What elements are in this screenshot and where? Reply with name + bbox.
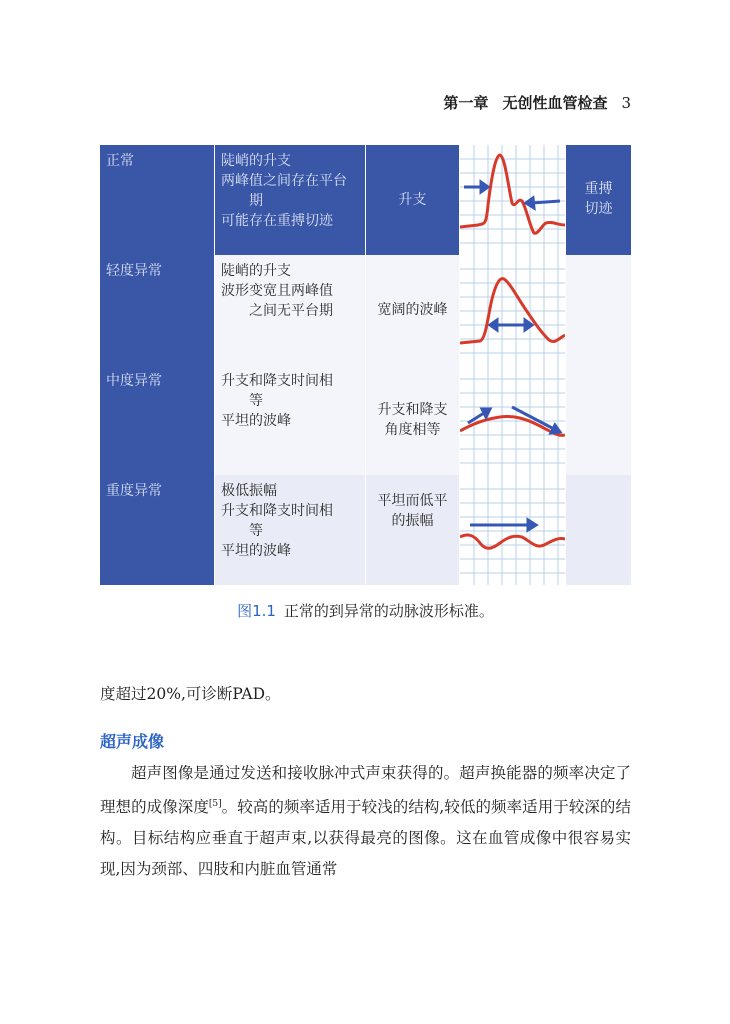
waveform-description	[215, 475, 365, 585]
waveform-panel-mild	[460, 255, 565, 365]
annotation-line: 升支和降支	[377, 402, 448, 418]
waveform-graph	[460, 255, 565, 365]
desc-line: 可能存在重搏切迹	[221, 213, 333, 229]
annotation-line: 平坦而低平	[377, 493, 448, 509]
chapter-number: 第一章	[443, 94, 489, 112]
severity-label: 轻度异常	[100, 255, 214, 365]
waveform-graph	[460, 145, 565, 255]
annotation-line: 角度相等	[384, 422, 441, 438]
waveform-graph	[460, 475, 565, 585]
paragraph-text: 超声图像是通过发送和接收脉冲式声束获得的。超声换能器的频率决定了理想的成像深度	[100, 764, 631, 817]
desc-line: 等	[249, 393, 263, 409]
table-row-severe	[100, 475, 631, 585]
waveform-annotation	[366, 145, 459, 255]
desc-line: 波形变宽且两峰值	[221, 283, 333, 299]
annotation-line: 重搏	[584, 181, 613, 197]
desc-line: 极低振幅	[221, 483, 277, 499]
page-number: 3	[621, 94, 631, 112]
waveform-description	[215, 365, 365, 475]
chapter-title: 无创性血管检查	[502, 94, 608, 112]
figure-caption	[100, 600, 631, 621]
desc-line: 陡峭的升支	[221, 263, 291, 279]
waveform-panel-normal	[460, 145, 565, 255]
waveform-panel-severe	[460, 475, 565, 585]
desc-line: 陡峭的升支	[221, 153, 291, 169]
figure-number: 图1.1	[237, 602, 276, 620]
desc-line: 升支和降支时间相	[221, 503, 333, 519]
annotation-line: 切迹	[584, 201, 613, 217]
waveform-description	[215, 255, 365, 365]
caption-text: 正常的到异常的动脉波形标准。	[283, 602, 494, 620]
desc-line: 期	[249, 193, 263, 209]
section-heading: 超声成像	[100, 732, 165, 751]
row-spacer	[566, 365, 631, 475]
waveform-graph	[460, 365, 565, 475]
annotation-line: 的振幅	[391, 513, 434, 529]
severity-label: 中度异常	[100, 365, 214, 475]
waveform-annotation	[366, 255, 459, 365]
severity-label: 重度异常	[100, 475, 214, 585]
desc-line: 两峰值之间存在平台	[221, 173, 347, 189]
desc-line: 之间无平台期	[249, 303, 333, 319]
waveform-panel-moderate	[460, 365, 565, 475]
waveform-annotation	[366, 475, 459, 585]
waveform-description	[215, 145, 365, 255]
desc-line: 平坦的波峰	[221, 543, 291, 559]
row-spacer	[566, 475, 631, 585]
annotation-line: 升支	[398, 192, 427, 208]
desc-line: 升支和降支时间相	[221, 373, 333, 389]
table-row-mild	[100, 255, 631, 365]
paragraph-text: 。较高的频率适用于较浅的结构,较低的频率适用于较深的结构。目标结构应垂直于超声束,以获得最亮的图像。这在血管成像中很容易实现,因为颈部、四肢和内脏血管通常	[100, 798, 631, 879]
annotation-line: 宽阔的波峰	[377, 302, 448, 318]
row-spacer	[566, 255, 631, 365]
body-paragraph	[100, 758, 631, 885]
waveform-criteria-table	[100, 145, 631, 585]
severity-label: 正常	[100, 145, 214, 255]
waveform-annotation	[366, 365, 459, 475]
citation-ref: [5]	[208, 799, 222, 809]
continuation-paragraph: 度超过20%,可诊断PAD。	[100, 685, 281, 703]
running-header	[100, 92, 631, 112]
table-row-normal	[100, 145, 631, 255]
desc-line: 平坦的波峰	[221, 413, 291, 429]
table-row-moderate	[100, 365, 631, 475]
notch-annotation	[566, 145, 631, 255]
desc-line: 等	[249, 523, 263, 539]
